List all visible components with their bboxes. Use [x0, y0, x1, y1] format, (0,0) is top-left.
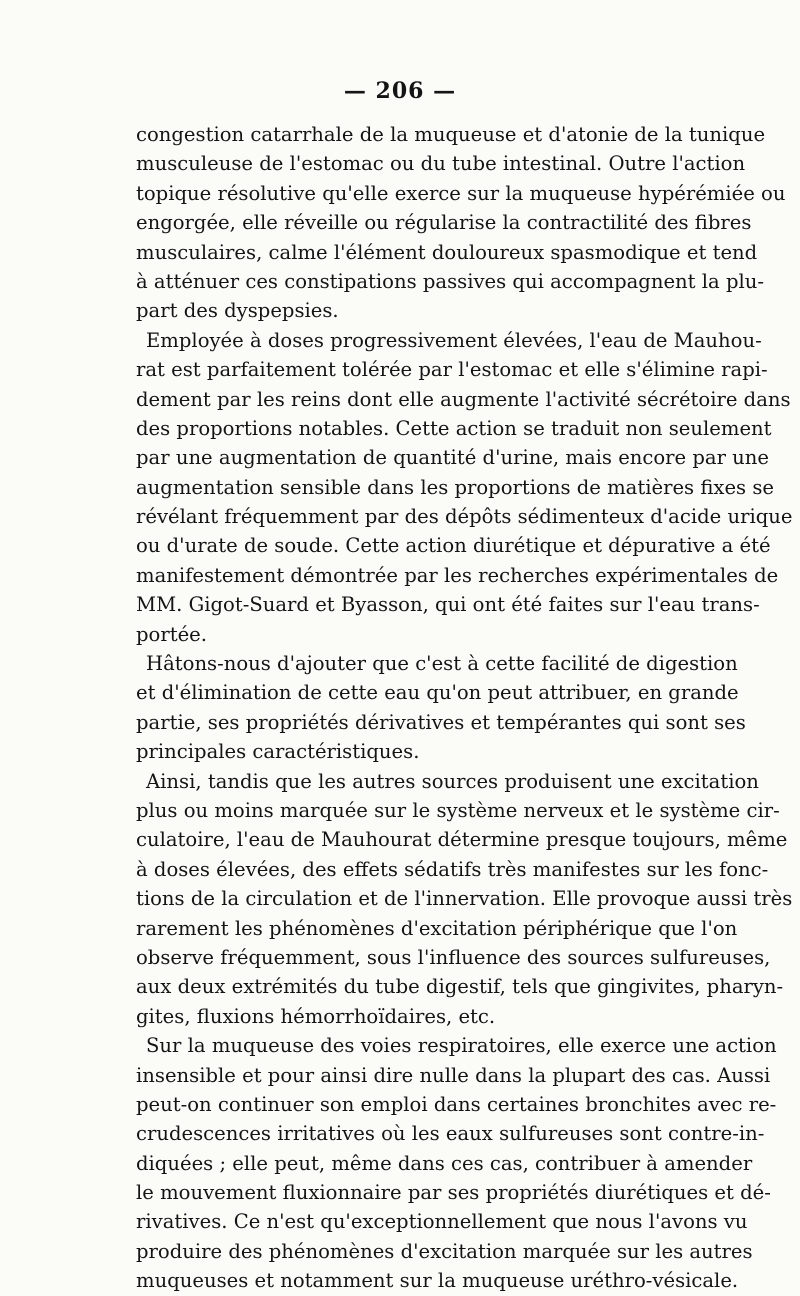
text-line: observe fréquemment, sous l'influence des sources sulfureuses, — [136, 945, 771, 969]
text-line: part des dyspepsies. — [136, 299, 339, 323]
text-line: MM. Gigot-Suard et Byasson, qui ont été faites sur l'eau trans- — [136, 593, 760, 617]
text-line: rarement les phénomènes d'excitation périphérique que l'on — [136, 916, 738, 940]
text-line: crudescences irritatives où les eaux sulfureuses sont contre-in- — [136, 1122, 765, 1146]
text-line: à doses élevées, des effets sédatifs très manifestes sur les fonc- — [136, 857, 769, 881]
text-line: Hâtons-nous d'ajouter que c'est à cette facilité de digestion — [146, 652, 738, 676]
text-line: engorgée, elle réveille ou régularise la contractilité des fibres — [136, 211, 752, 235]
text-line: peut-on continuer son emploi dans certaines bronchites avec re- — [136, 1092, 777, 1116]
text-line: augmentation sensible dans les proportions de matières fixes se — [136, 475, 774, 499]
text-line: aux deux extrémités du tube digestif, tels que gingivites, pharyn- — [136, 975, 784, 999]
text-line: manifestement démontrée par les recherches expérimentales de — [136, 563, 779, 587]
text-line: congestion catarrhale de la muqueuse et d'atonie de la tunique — [136, 123, 766, 146]
text-line: Ainsi, tandis que les autres sources produisent une excitation — [146, 769, 759, 793]
text-line: produire des phénomènes d'excitation marquée sur les autres — [136, 1239, 753, 1263]
text-line: culatoire, l'eau de Mauhourat détermine presque toujours, même — [136, 828, 788, 852]
text-line: partie, ses propriétés dérivatives et tempérantes qui sont ses — [136, 710, 746, 734]
text-line: dement par les reins dont elle augmente l'activité sécrétoire dans — [136, 387, 791, 411]
text-line: rat est parfaitement tolérée par l'estomac et elle s'élimine rapi- — [136, 358, 768, 382]
text-line: le mouvement fluxionnaire par ses propriétés diurétiques et dé- — [136, 1181, 771, 1205]
text-line: Sur la muqueuse des voies respiratoires, elle exerce une action — [146, 1034, 777, 1058]
text-line: muqueuses et notamment sur la muqueuse uréthro-vésicale. — [136, 1269, 739, 1293]
text-line: et d'élimination de cette eau qu'on peut attribuer, en grande — [136, 681, 739, 705]
page-number: — 206 — — [343, 78, 457, 104]
text-line: ou d'urate de soude. Cette action diurétique et dépurative a été — [136, 534, 771, 558]
text-line: rivatives. Ce n'est qu'exceptionnellement que nous l'avons vu — [136, 1210, 748, 1234]
text-line: révélant fréquemment par des dépôts sédimenteux d'acide urique — [136, 505, 793, 529]
text-line: par une augmentation de quantité d'urine, mais encore par une — [136, 446, 770, 470]
text-line: tions de la circulation et de l'innervation. Elle provoque aussi très — [136, 887, 793, 911]
text-line: principales caractéristiques. — [136, 740, 420, 764]
text-line: à atténuer ces constipations passives qui accompagnent la plu- — [136, 269, 765, 293]
text-line: gites, fluxions hémorrhoïdaires, etc. — [136, 1004, 496, 1028]
text-line: diquées ; elle peut, même dans ces cas, contribuer à amender — [136, 1151, 753, 1175]
text-line: insensible et pour ainsi dire nulle dans la plupart des cas. Aussi — [136, 1063, 771, 1087]
text-line: topique résolutive qu'elle exerce sur la muqueuse hypérémiée ou — [136, 181, 786, 205]
text-line: musculaires, calme l'élément douloureux spasmodique et tend — [136, 240, 758, 264]
text-line: portée. — [136, 622, 207, 646]
text-line: Employée à doses progressivement élevées, l'eau de Mauhou- — [146, 328, 762, 352]
body-text — [136, 120, 793, 1296]
text-line: des proportions notables. Cette action se traduit non seulement — [136, 416, 772, 440]
text-line: musculeuse de l'estomac ou du tube intestinal. Outre l'action — [136, 152, 746, 176]
text-line: plus ou moins marquée sur le système nerveux et le système cir- — [136, 798, 780, 822]
